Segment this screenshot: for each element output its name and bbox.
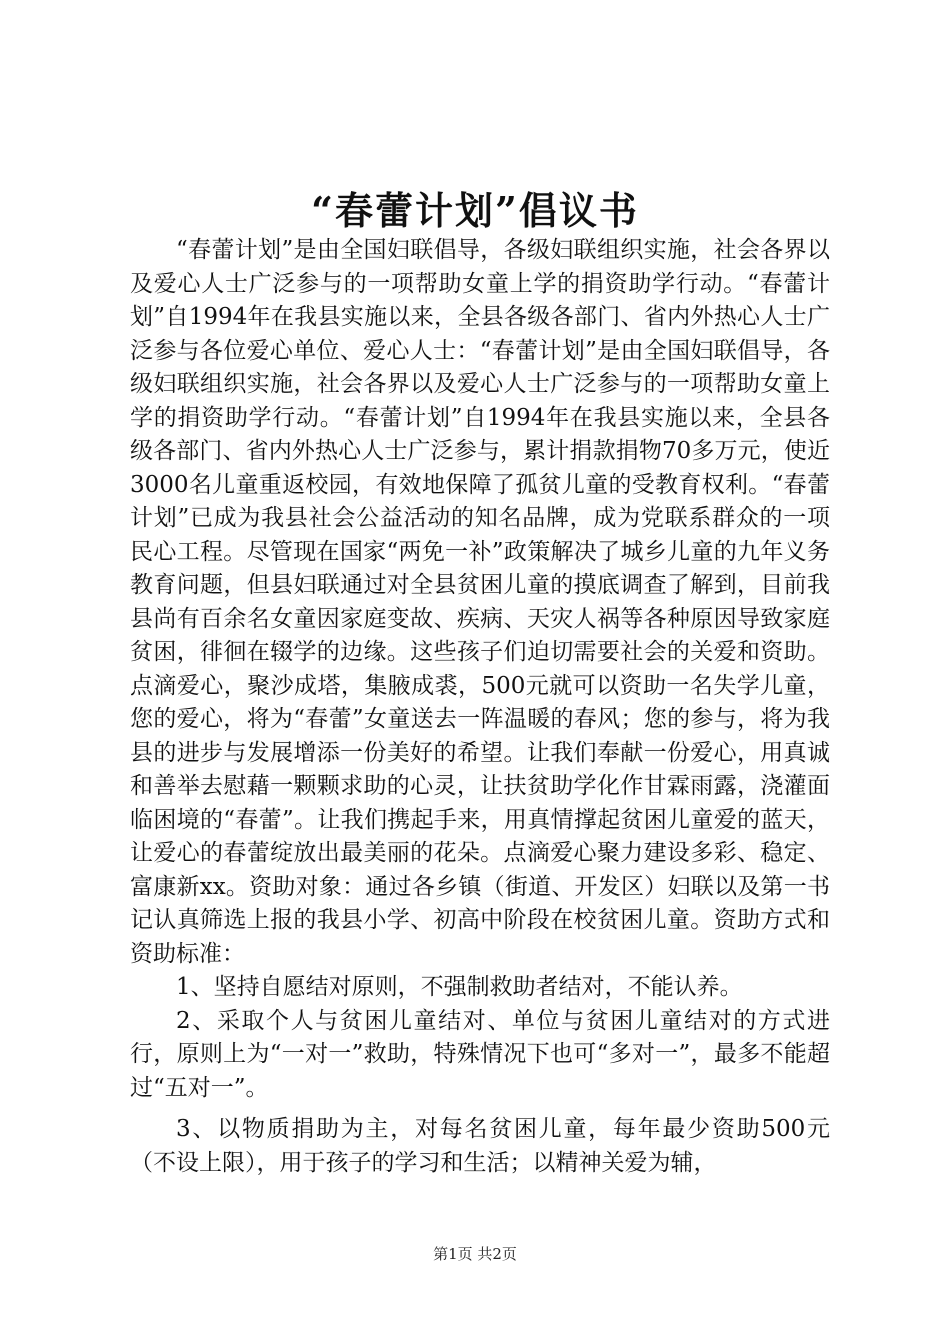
document-title: “春蕾计划”倡议书 — [311, 188, 639, 233]
intro-paragraph: “春蕾计划”是由全国妇联倡导，各级妇联组织实施，社会各界以及爱心人士广泛参与的一项帮助女童上学的捐资助学行动。“春蕾计划”自1994年在我县实施以来，全县各级各部门、省内外热心人士广泛参与各位爱心单位、爱心人士：“春蕾计划”是由全国妇联倡导，各级妇联组织实施，社会各界以及爱心人士广泛参与的一项帮助女童上学的捐资助学行动。“春蕾计划”自1994年在我县实施以来，全县各级各部门、省内外热心人士广泛参与，累计捐款捐物70多万元，使近3000名儿童重返校园，有效地保障了孤贫儿童的受教育权利。“春蕾计划”已成为我县社会公益活动的知名品牌，成为党联系群众的一项民心工程。尽管现在国家“两免一补”政策解决了城乡儿童的九年义务教育问题，但县妇联通过对全县贫困儿童的摸底调查了解到，目前我县尚有百余名女童因家庭变故、疾病、天灾人祸等各种原因导致家庭贫困，徘徊在辍学的边缘。这些孩子们迫切需要社会的关爱和资助。点滴爱心，聚沙成塔，集腋成裘，500元就可以资助一名失学儿童，您的爱心，将为“春蕾”女童送去一阵温暖的春风；您的参与，将为我县的进步与发展增添一份美好的希望。让我们奉献一份爱心，用真诚和善举去慰藉一颗颗求助的心灵，让扶贫助学化作甘霖雨露，浇灌面临困境的“春蕾”。让我们携起手来，用真情撑起贫困儿童爱的蓝天，让爱心的春蕾绽放出最美丽的花朵。点滴爱心聚力建设多彩、稳定、富康新xx。资助对象：通过各乡镇（街道、开发区）妇联以及第一书记认真筛选上报的我县小学、初高中阶段在校贫困儿童。资助方式和资助标准： — [130, 237, 830, 967]
standard-item-3: 3、以物质捐助为主，对每名贫困儿童，每年最少资助500元（不设上限），用于孩子的学习和生活；以精神关爱为辅， — [130, 1116, 830, 1176]
standard-item-1: 1、坚持自愿结对原则，不强制救助者结对，不能认养。 — [176, 974, 743, 1000]
page-footer: 第1页 共2页 — [433, 1245, 517, 1263]
document-body — [130, 234, 830, 1180]
standard-item-2: 2、采取个人与贫困儿童结对、单位与贫困儿童结对的方式进行，原则上为“一对一”救助，特殊情况下也可“多对一”，最多不能超过“五对一”。 — [130, 1007, 830, 1101]
